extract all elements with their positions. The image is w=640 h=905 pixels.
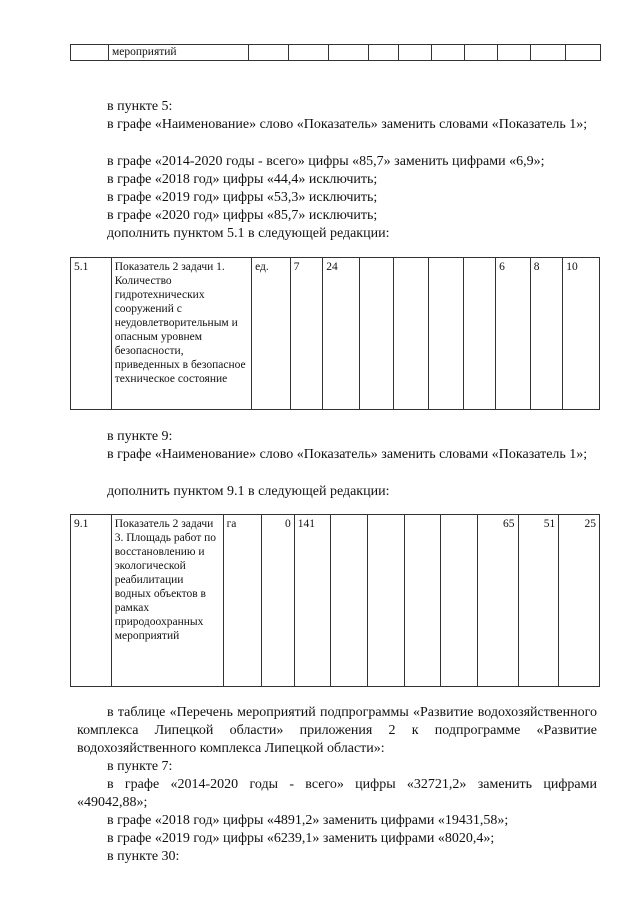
paragraph: в графе «2020 год» цифры «85,7» исключить; (107, 208, 378, 223)
paragraph: в пункте 7: (107, 759, 173, 774)
paragraph: в графе «2014-2020 годы - всего» цифры «85,7» заменить цифрами «6,9»; (107, 154, 545, 169)
row-number-cell: 5.1 (71, 258, 112, 410)
row-number-cell: 9.1 (71, 515, 112, 687)
paragraph: в пункте 9: (107, 429, 173, 444)
table-row (71, 45, 601, 61)
table-item-9-1 (70, 514, 600, 687)
value-cell: 141 (294, 515, 331, 687)
value-cell: 24 (323, 258, 360, 410)
table-row (71, 258, 600, 410)
paragraph: в графе «Наименование» слово «Показатель» заменить словами «Показатель 1»; (107, 447, 588, 462)
value-cell: 7 (290, 258, 323, 410)
paragraph: в пункте 5: (107, 99, 173, 114)
table-top-fragment (70, 44, 601, 61)
value-cell: 0 (262, 515, 295, 687)
value-cell: 25 (559, 515, 600, 687)
paragraph: дополнить пунктом 9.1 в следующей редакции: (107, 484, 390, 499)
unit-cell: ед. (252, 258, 291, 410)
table-item-5-1 (70, 257, 600, 410)
paragraph: в графе «2018 год» цифры «4891,2» заменить цифрами «19431,58»; (107, 813, 509, 828)
value-cell: 10 (563, 258, 600, 410)
paragraph: в графе «2019 год» цифры «6239,1» заменить цифрами «8020,4»; (107, 831, 495, 846)
paragraph: дополнить пунктом 5.1 в следующей редакции: (107, 226, 390, 241)
paragraph: в графе «2019 год» цифры «53,3» исключить; (107, 190, 378, 205)
paragraph: в пункте 30: (107, 849, 180, 864)
paragraph: в графе «Наименование» слово «Показатель» заменить словами «Показатель 1»; (107, 117, 588, 132)
paragraph: в графе «2014-2020 годы - всего» цифры «32721,2» заменить цифрами «49042,88»; (77, 777, 597, 810)
row-name-cell: Показатель 2 задачи 3. Площадь работ по восстановлению и экологической реабилитации водных объектов в рамках природоохранных мероприятий (111, 515, 223, 687)
paragraph: в таблице «Перечень мероприятий подпрограммы «Развитие водохозяйственного комплекса Липецкой области» приложения 2 к подпрограмме «Развитие водохозяйственного комплекса Липецкой области»: (77, 705, 597, 756)
row-name-cell: Показатель 2 задачи 1. Количество гидротехнических сооружений с неудовлетворительным и опасным уровнем безопасности, приведенных в безопасное техническое состояние (111, 258, 251, 410)
value-cell: 6 (496, 258, 531, 410)
value-cell: 65 (477, 515, 518, 687)
value-cell: 8 (530, 258, 563, 410)
row-name-cell: мероприятий (109, 45, 249, 61)
unit-cell: га (223, 515, 262, 687)
table-row (71, 515, 600, 687)
value-cell: 51 (518, 515, 559, 687)
paragraph: в графе «2018 год» цифры «44,4» исключить; (107, 172, 378, 187)
